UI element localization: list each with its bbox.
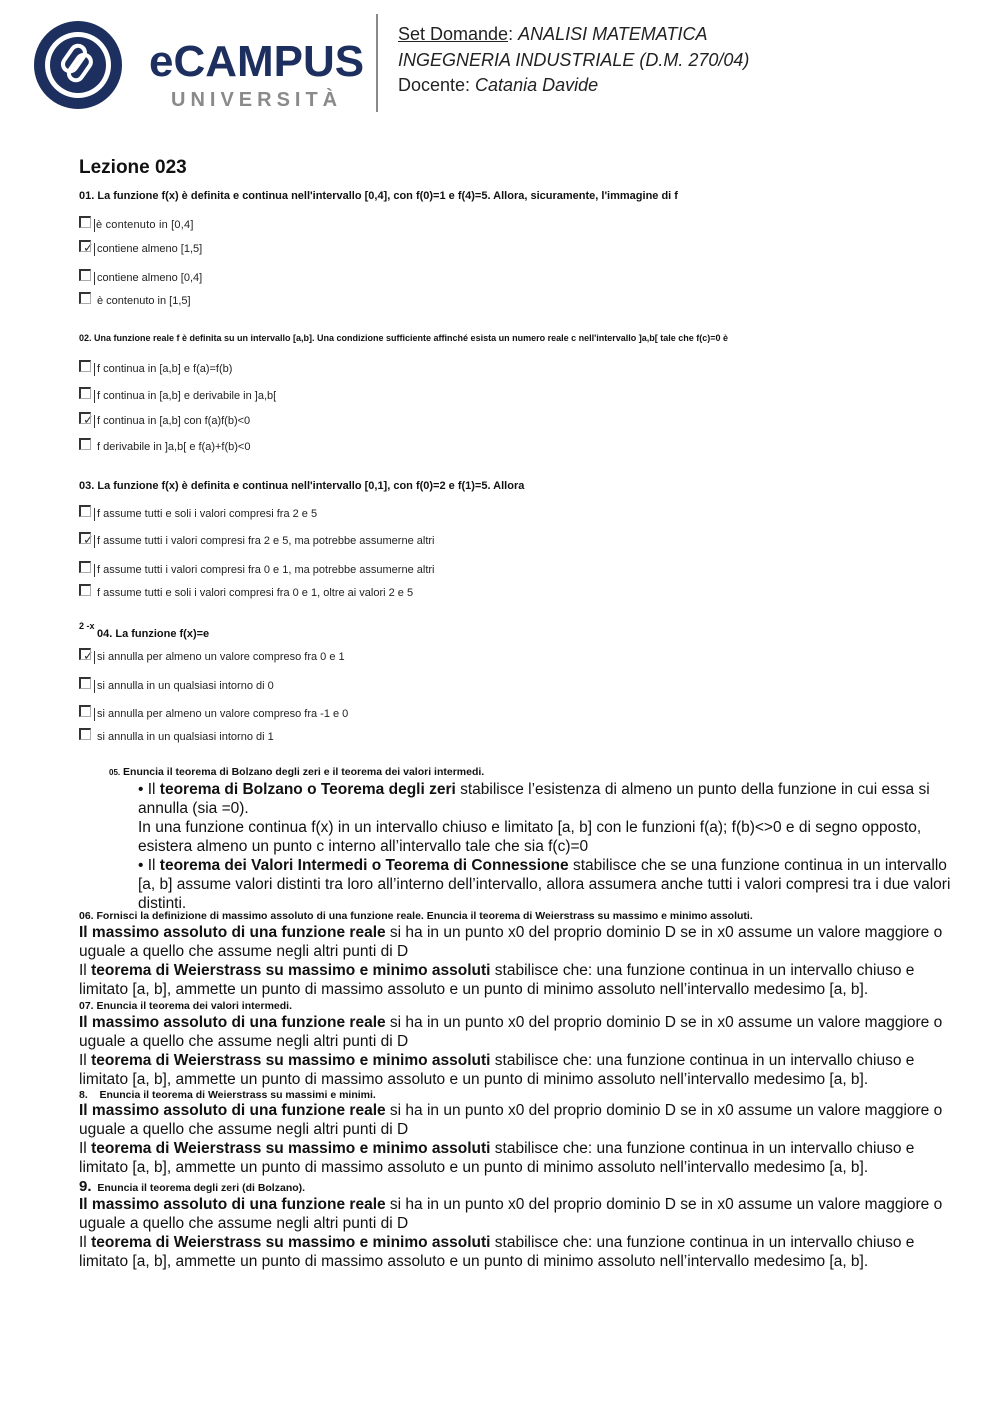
q4-option-1[interactable]: si annulla per almeno un valore compreso fra 0 e 1 ✓ <box>79 648 94 664</box>
answer-06: Il massimo assoluto di una funzione reale si ha in un punto x0 del proprio dominio D se in x0 assume un valore maggiore o uguale a quello che assume negli altri punti di D Il teorema di Weierstrass su massimo e minimo assoluti stabilisce che: una funzione continua in un intervallo chiuso e limitato [a, b], ammette un punto di massimo assoluto e un punto di minimo assoluto nell’intervallo medesimo [a, b]. <box>79 924 943 998</box>
question-07: 07. Enuncia il teorema dei valori intermedi. <box>79 1000 292 1012</box>
bolzano-detail: In una funzione continua f(x) in un intervallo chiuso e limitato [a, b] con le funzioni f(a); f(b)<>0 e di segno opposto, esistera almeno un punto c interno all’intervallo tale che sia f(c)=0 <box>138 819 922 855</box>
question-03: 03. La funzione f(x) è definita e continua nell'intervallo [0,1], con f(0)=2 e f(1)=5. Allora <box>79 480 525 492</box>
header-divider <box>376 14 378 112</box>
answer-05 <box>138 780 958 913</box>
bolzano-paragraph: • Il teorema di Bolzano o Teorema degli zeri stabilisce l’esistenza di almeno un punto della funzione in cui essa si annulla (sia =0). <box>138 781 930 817</box>
header-info: Set Domande: ANALISI MATEMATICA INGEGNERIA INDUSTRIALE (D.M. 270/04) Docente: Catania Davide <box>398 24 750 95</box>
checkbox-icon[interactable] <box>79 648 91 660</box>
checkbox-icon[interactable] <box>79 728 91 740</box>
checkbox-icon[interactable] <box>79 269 91 281</box>
question-02: 02. Una funzione reale f è definita su un intervallo [a,b]. Una condizione sufficiente affinché esista un numero reale c nell'intervallo ]a,b[ tale che f(c)=0 è <box>79 333 729 343</box>
correct-check-icon: ✓ <box>83 532 94 547</box>
question-06: 06. Fornisci la definizione di massimo assoluto di una funzione reale. Enuncia il teorema di Weierstrass su massimo e minimo assoluti. <box>79 910 753 922</box>
q1-option-2[interactable]: contiene almeno [1,5] ✓ <box>79 240 94 256</box>
checkbox-icon[interactable] <box>79 240 91 252</box>
lesson-title: Lezione 023 <box>79 157 187 178</box>
checkbox-icon[interactable] <box>79 412 91 424</box>
correct-check-icon: ✓ <box>83 240 94 255</box>
question-09: 9. Enuncia il teorema degli zeri (di Bolzano). <box>79 1178 306 1195</box>
teacher-name: Catania Davide <box>475 75 599 95</box>
question-04: 04. La funzione f(x)=e <box>97 628 210 640</box>
checkbox-icon[interactable] <box>79 292 91 304</box>
logo-brand-text: eCAMPUS <box>149 37 364 86</box>
checkbox-icon[interactable] <box>79 438 91 450</box>
intermediate-values-paragraph: • Il teorema dei Valori Intermedi o Teorema di Connessione stabilisce che se una funzione continua in un intervallo [a, b] assume valori distinti tra loro all’interno dell’intervallo, allora assumera anche tutti i valori compresi tra i due valori distinti. <box>138 857 951 912</box>
q4-exponent: 2 -x <box>79 621 95 631</box>
correct-check-icon: ✓ <box>83 412 94 427</box>
q3-option-2[interactable]: f assume tutti i valori compresi fra 2 e 5, ma potrebbe assumerne altri ✓ <box>79 532 94 548</box>
question-01: 01. La funzione f(x) è definita e continua nell'intervallo [0,4], con f(0)=1 e f(4)=5. Allora, sicuramente, l'immagine di f <box>79 190 678 202</box>
course-name: ANALISI MATEMATICA INGEGNERIA INDUSTRIALE (D.M. 270/04) <box>398 24 750 70</box>
checkbox-icon[interactable] <box>79 705 91 717</box>
checkbox-icon[interactable] <box>79 505 91 517</box>
checkbox-icon[interactable] <box>79 216 91 228</box>
checkbox-icon[interactable] <box>79 677 91 689</box>
question-08: 8. Enuncia il teorema di Weierstrass su massimi e minimi. <box>79 1089 376 1101</box>
checkbox-icon[interactable] <box>79 360 91 372</box>
checkbox-icon[interactable] <box>79 532 91 544</box>
set-label: Set Domande <box>398 24 509 44</box>
q2-option-3[interactable]: f continua in [a,b] con f(a)f(b)<0 ✓ <box>79 412 94 428</box>
question-05: 05. Enuncia il teorema di Bolzano degli zeri e il teorema dei valori intermedi. <box>109 766 485 778</box>
logo-sub-text: UNIVERSITÀ <box>171 89 343 111</box>
answer-08: Il massimo assoluto di una funzione reale si ha in un punto x0 del proprio dominio D se in x0 assume un valore maggiore o uguale a quello che assume negli altri punti di D Il teorema di Weierstrass su massimo e minimo assoluti stabilisce che: una funzione continua in un intervallo chiuso e limitato [a, b], ammette un punto di massimo assoluto e un punto di minimo assoluto nell’intervallo medesimo [a, b]. <box>79 1102 943 1176</box>
checkbox-icon[interactable] <box>79 584 91 596</box>
checkbox-icon[interactable] <box>79 561 91 573</box>
answer-07: Il massimo assoluto di una funzione reale si ha in un punto x0 del proprio dominio D se in x0 assume un valore maggiore o uguale a quello che assume negli altri punti di D Il teorema di Weierstrass su massimo e minimo assoluti stabilisce che: una funzione continua in un intervallo chiuso e limitato [a, b], ammette un punto di massimo assoluto e un punto di minimo assoluto nell’intervallo medesimo [a, b]. <box>79 1014 943 1088</box>
correct-check-icon: ✓ <box>83 648 94 663</box>
ecampus-logo <box>34 18 364 114</box>
checkbox-icon[interactable] <box>79 387 91 399</box>
answer-09: Il massimo assoluto di una funzione reale si ha in un punto x0 del proprio dominio D se in x0 assume un valore maggiore o uguale a quello che assume negli altri punti di D Il teorema di Weierstrass su massimo e minimo assoluti stabilisce che: una funzione continua in un intervallo chiuso e limitato [a, b], ammette un punto di massimo assoluto e un punto di minimo assoluto nell’intervallo medesimo [a, b]. <box>79 1196 943 1270</box>
